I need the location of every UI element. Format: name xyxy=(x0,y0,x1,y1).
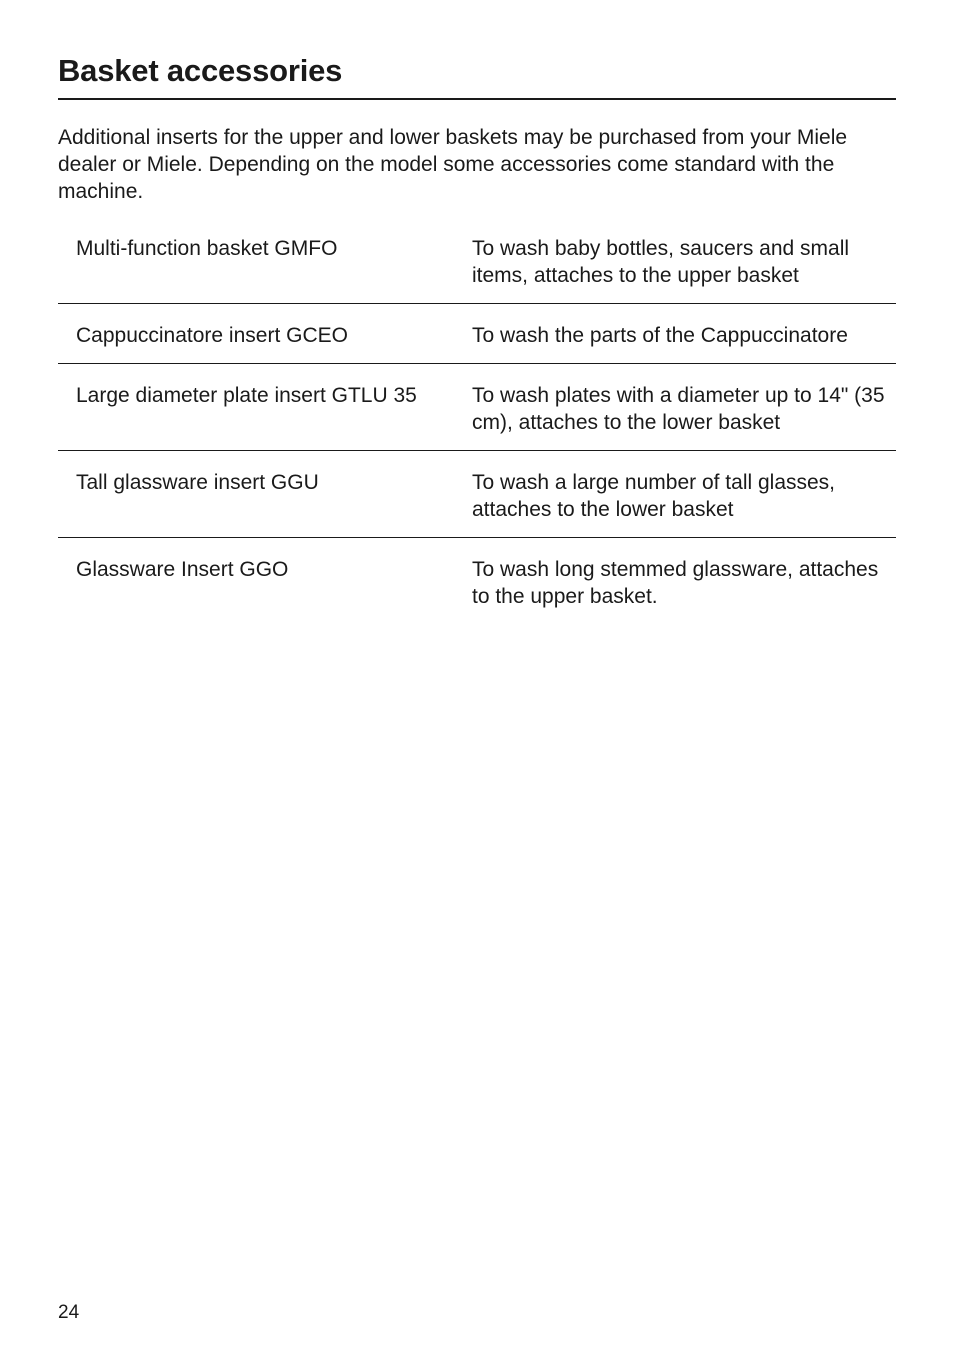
accessory-name: Large diameter plate insert GTLU 35 xyxy=(76,384,417,407)
table-row xyxy=(58,304,896,364)
page-number: 24 xyxy=(58,1302,80,1323)
accessory-description: To wash the parts of the Cappuccinatore xyxy=(472,324,848,347)
accessory-name: Cappuccinatore insert GCEO xyxy=(76,324,348,347)
page-title: Basket accessories xyxy=(58,53,343,88)
accessory-description: To wash plates with a diameter up to 14" (35 cm), attaches to the lower basket xyxy=(472,384,885,434)
title-divider xyxy=(58,98,896,100)
accessory-name: Glassware Insert GGO xyxy=(76,558,289,581)
table-row xyxy=(58,235,896,304)
accessory-description: To wash long stemmed glassware, attaches to the upper basket. xyxy=(472,558,879,608)
accessory-description: To wash a large number of tall glasses, attaches to the lower basket xyxy=(472,471,836,521)
intro-paragraph: Additional inserts for the upper and lower baskets may be purchased from your Miele dealer or Miele. Depending on the model some accessories come standard with the machine. xyxy=(58,126,848,203)
accessories-table xyxy=(58,235,896,624)
page xyxy=(58,0,896,624)
table-row xyxy=(58,538,896,624)
accessory-description: To wash baby bottles, saucers and small items, attaches to the upper basket xyxy=(472,237,850,287)
accessory-name: Tall glassware insert GGU xyxy=(76,471,319,494)
table-row xyxy=(58,364,896,451)
accessory-name: Multi-function basket GMFO xyxy=(76,237,338,260)
table-row xyxy=(58,451,896,538)
